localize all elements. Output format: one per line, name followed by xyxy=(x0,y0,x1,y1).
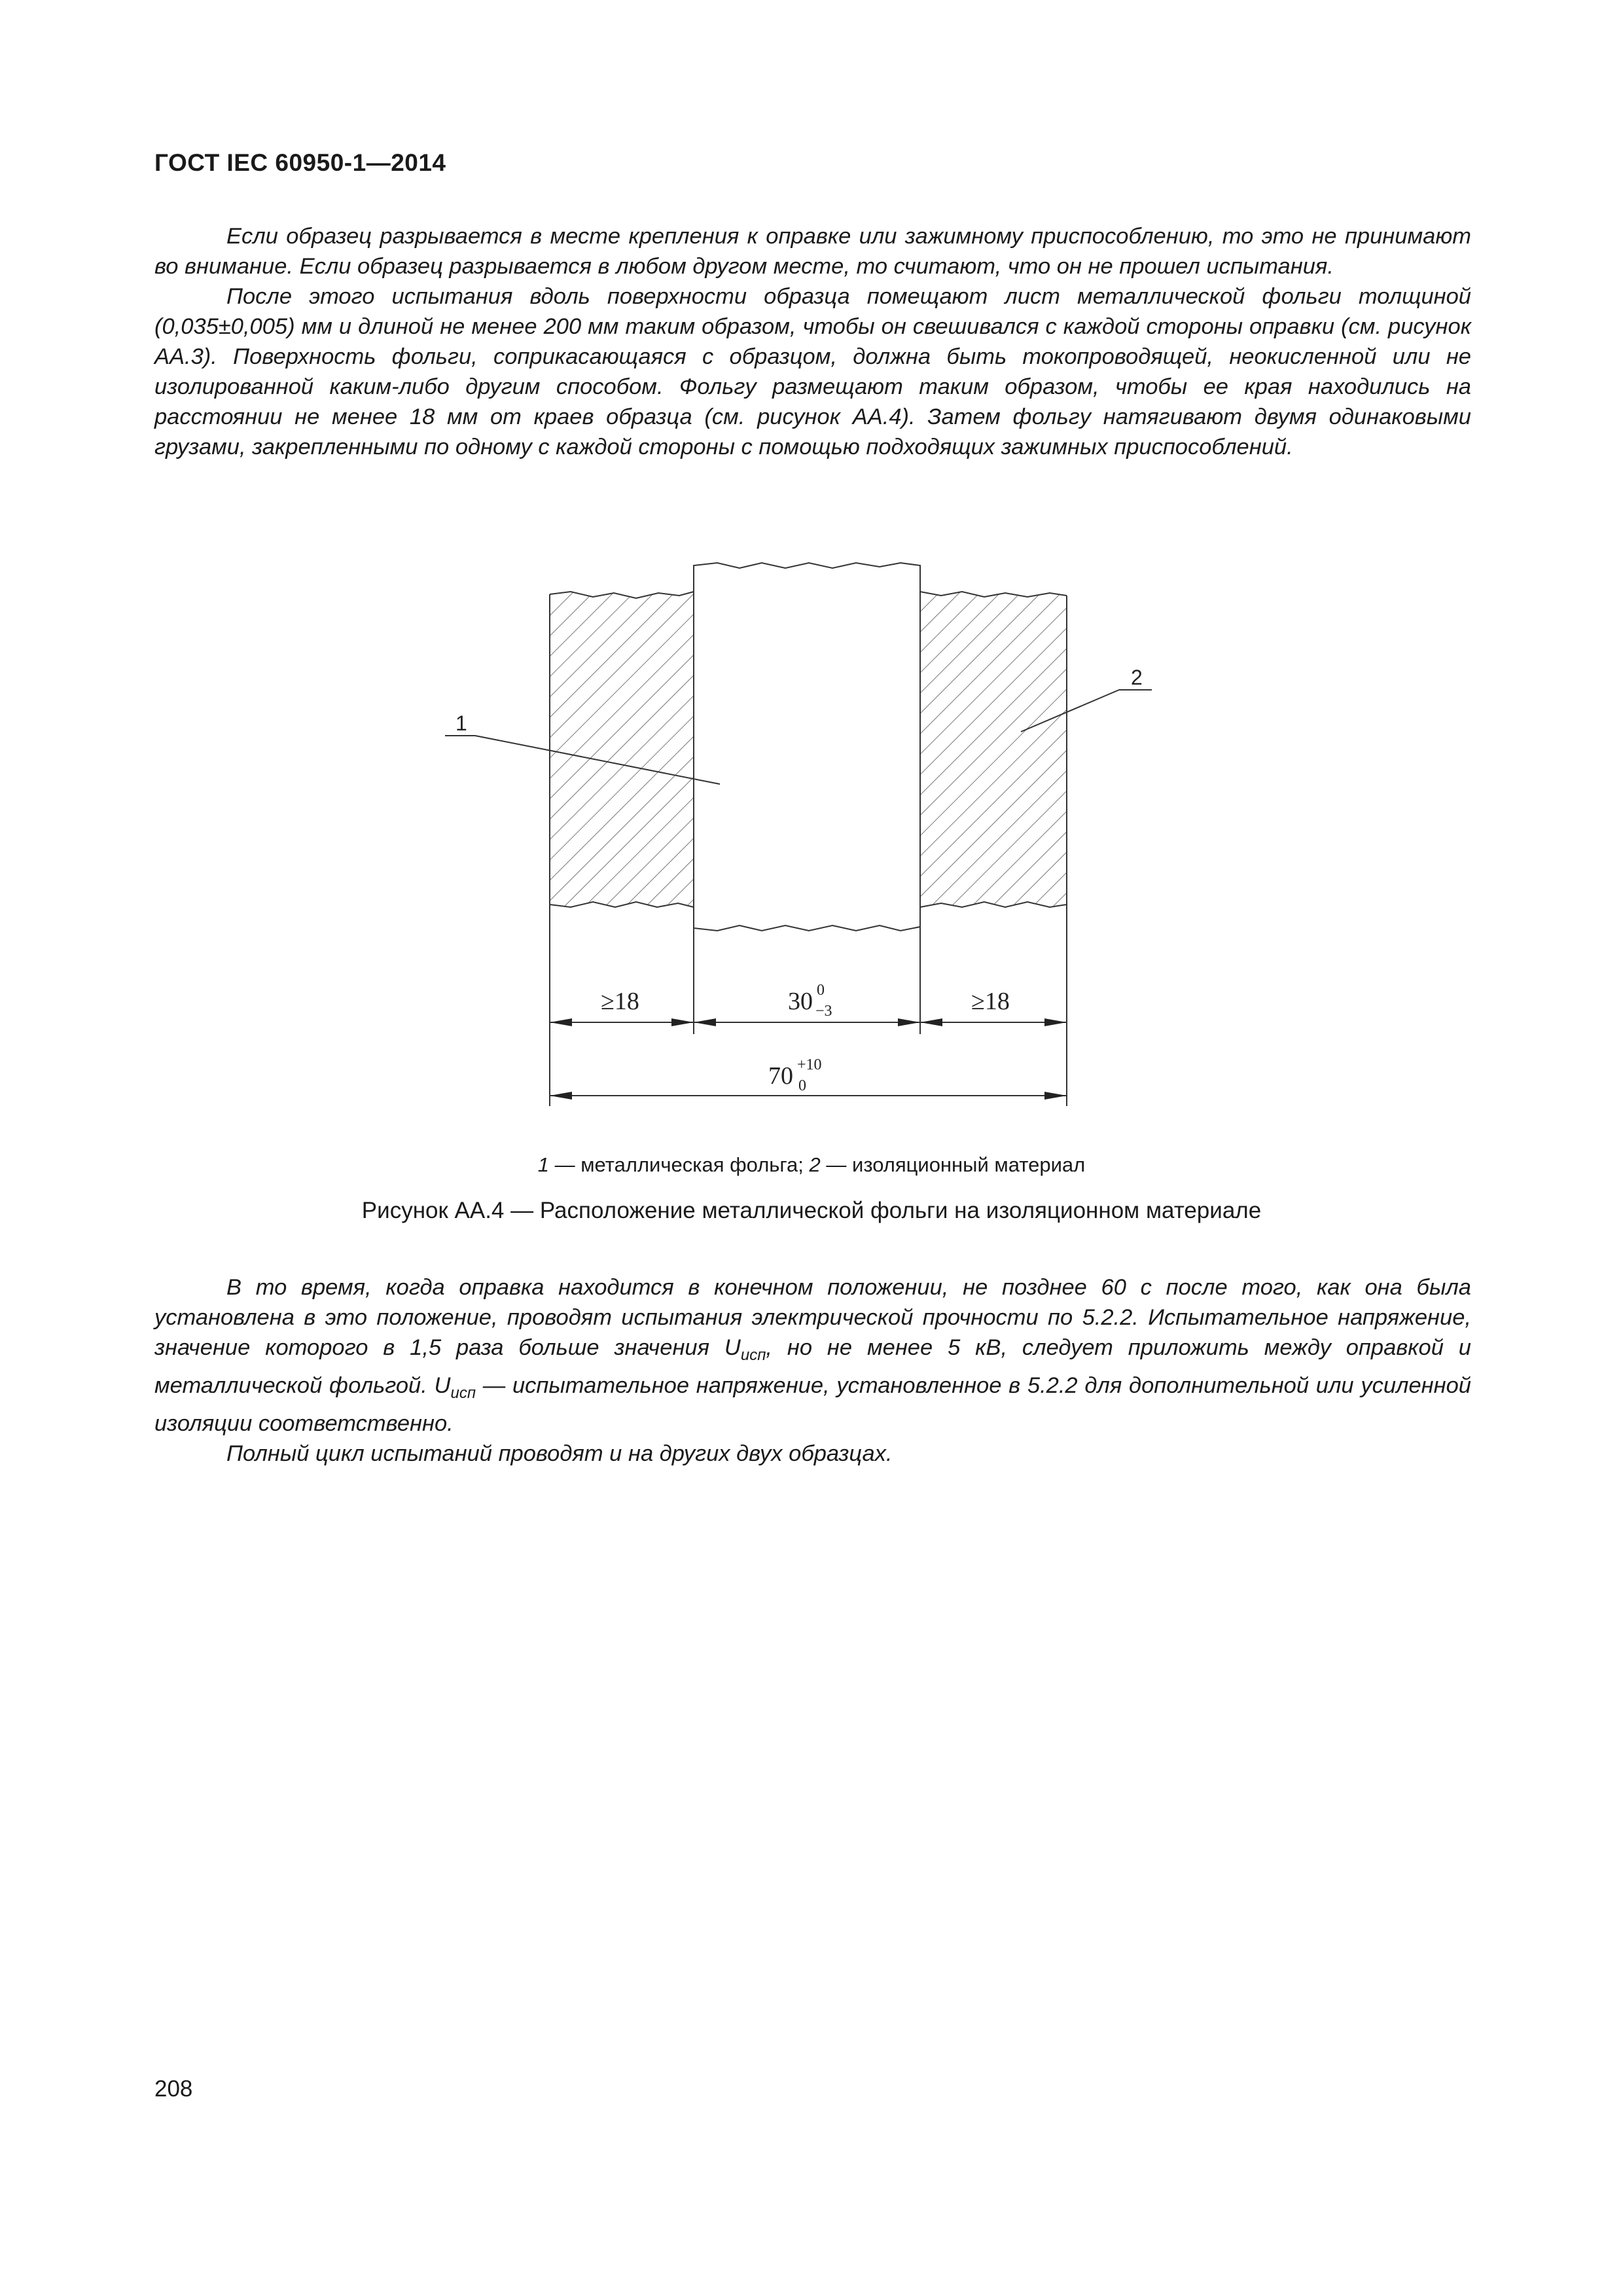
dim-left-text: ≥18 xyxy=(601,988,639,1015)
dim-center-base: 30 xyxy=(788,988,813,1015)
text-run: , но не менее 5 кВ, следует приложить между оправкой и металлической фольгой. U xyxy=(154,1335,1471,1398)
paragraph: Если образец разрывается в месте крепления к оправке или зажимному приспособлению, то это не принимают во внимание. Если образец разрывается в любом другом месте, то считают, что он не прошел испытания. xyxy=(154,224,1471,279)
legend-text-1: — металлическая фольга; xyxy=(549,1153,810,1176)
figure-caption: Рисунок АА.4 — Расположение металлической фольги на изоляционном материале xyxy=(361,1198,1262,1223)
top-text-block xyxy=(154,221,1471,462)
dim-right-text: ≥18 xyxy=(971,988,1010,1015)
paragraph: После этого испытания вдоль поверхности образца помещают лист металлической фольги толщиной (0,035±0,005) мм и длиной не менее 200 мм таким образом, чтобы он свешивался с каждой стороны оправки (см. рисунок АА.3). Поверхность фольги, соприкасающаяся с образцом, должна быть токопроводящей, неокисленной или не изолированной каким-либо другим способом. Фольгу размещают таким образом, чтобы ее края находились на расстоянии не менее 18 мм от краев образца (см. рисунок АА.4). Затем фольгу натягивают двумя одинаковыми грузами, закрепленными по одному с каждой стороны с помощью подходящих зажимных приспособлений. xyxy=(154,284,1471,459)
subscript: исп xyxy=(740,1346,766,1364)
text-run: В то время, когда оправка находится в конечном положении, не позднее 60 с после того, как она была установлена в это положение, проводят испытания электрической прочности по 5.2.2. Испытательное напряжение, значение которого в 1,5 раза больше значения U xyxy=(154,1275,1471,1360)
insulation-right xyxy=(920,592,1067,907)
paragraph: Полный цикл испытаний проводят и на других двух образцах. xyxy=(226,1441,893,1466)
metal-foil xyxy=(694,563,920,931)
subscript: исп xyxy=(450,1384,476,1402)
document-header: ГОСТ IEC 60950-1—2014 xyxy=(154,149,446,176)
figure-legend xyxy=(0,1153,1623,1177)
dim-total-base: 70 xyxy=(768,1062,793,1090)
legend-num-1: 1 xyxy=(537,1153,550,1176)
legend-text-2: — изоляционный материал xyxy=(820,1153,1086,1176)
insulation-left xyxy=(550,592,694,907)
label-2: 2 xyxy=(1131,666,1143,689)
dim-total-sup: +10 xyxy=(797,1056,822,1073)
text-run: — испытательное напряжение, установленное в 5.2.2 для дополнительной или усиленной изоляции соответственно. xyxy=(154,1373,1471,1436)
dim-total-sub: 0 xyxy=(798,1077,806,1094)
page-number: 208 xyxy=(154,2076,193,2102)
dim-center-sub: −3 xyxy=(815,1003,832,1020)
bottom-text-block xyxy=(154,1272,1471,1469)
figure-aa4-diagram xyxy=(432,550,1152,1132)
legend-num-2: 2 xyxy=(809,1153,821,1176)
label-1: 1 xyxy=(455,711,467,735)
paragraph xyxy=(154,1272,1471,1439)
dim-center-sup: 0 xyxy=(817,982,825,999)
